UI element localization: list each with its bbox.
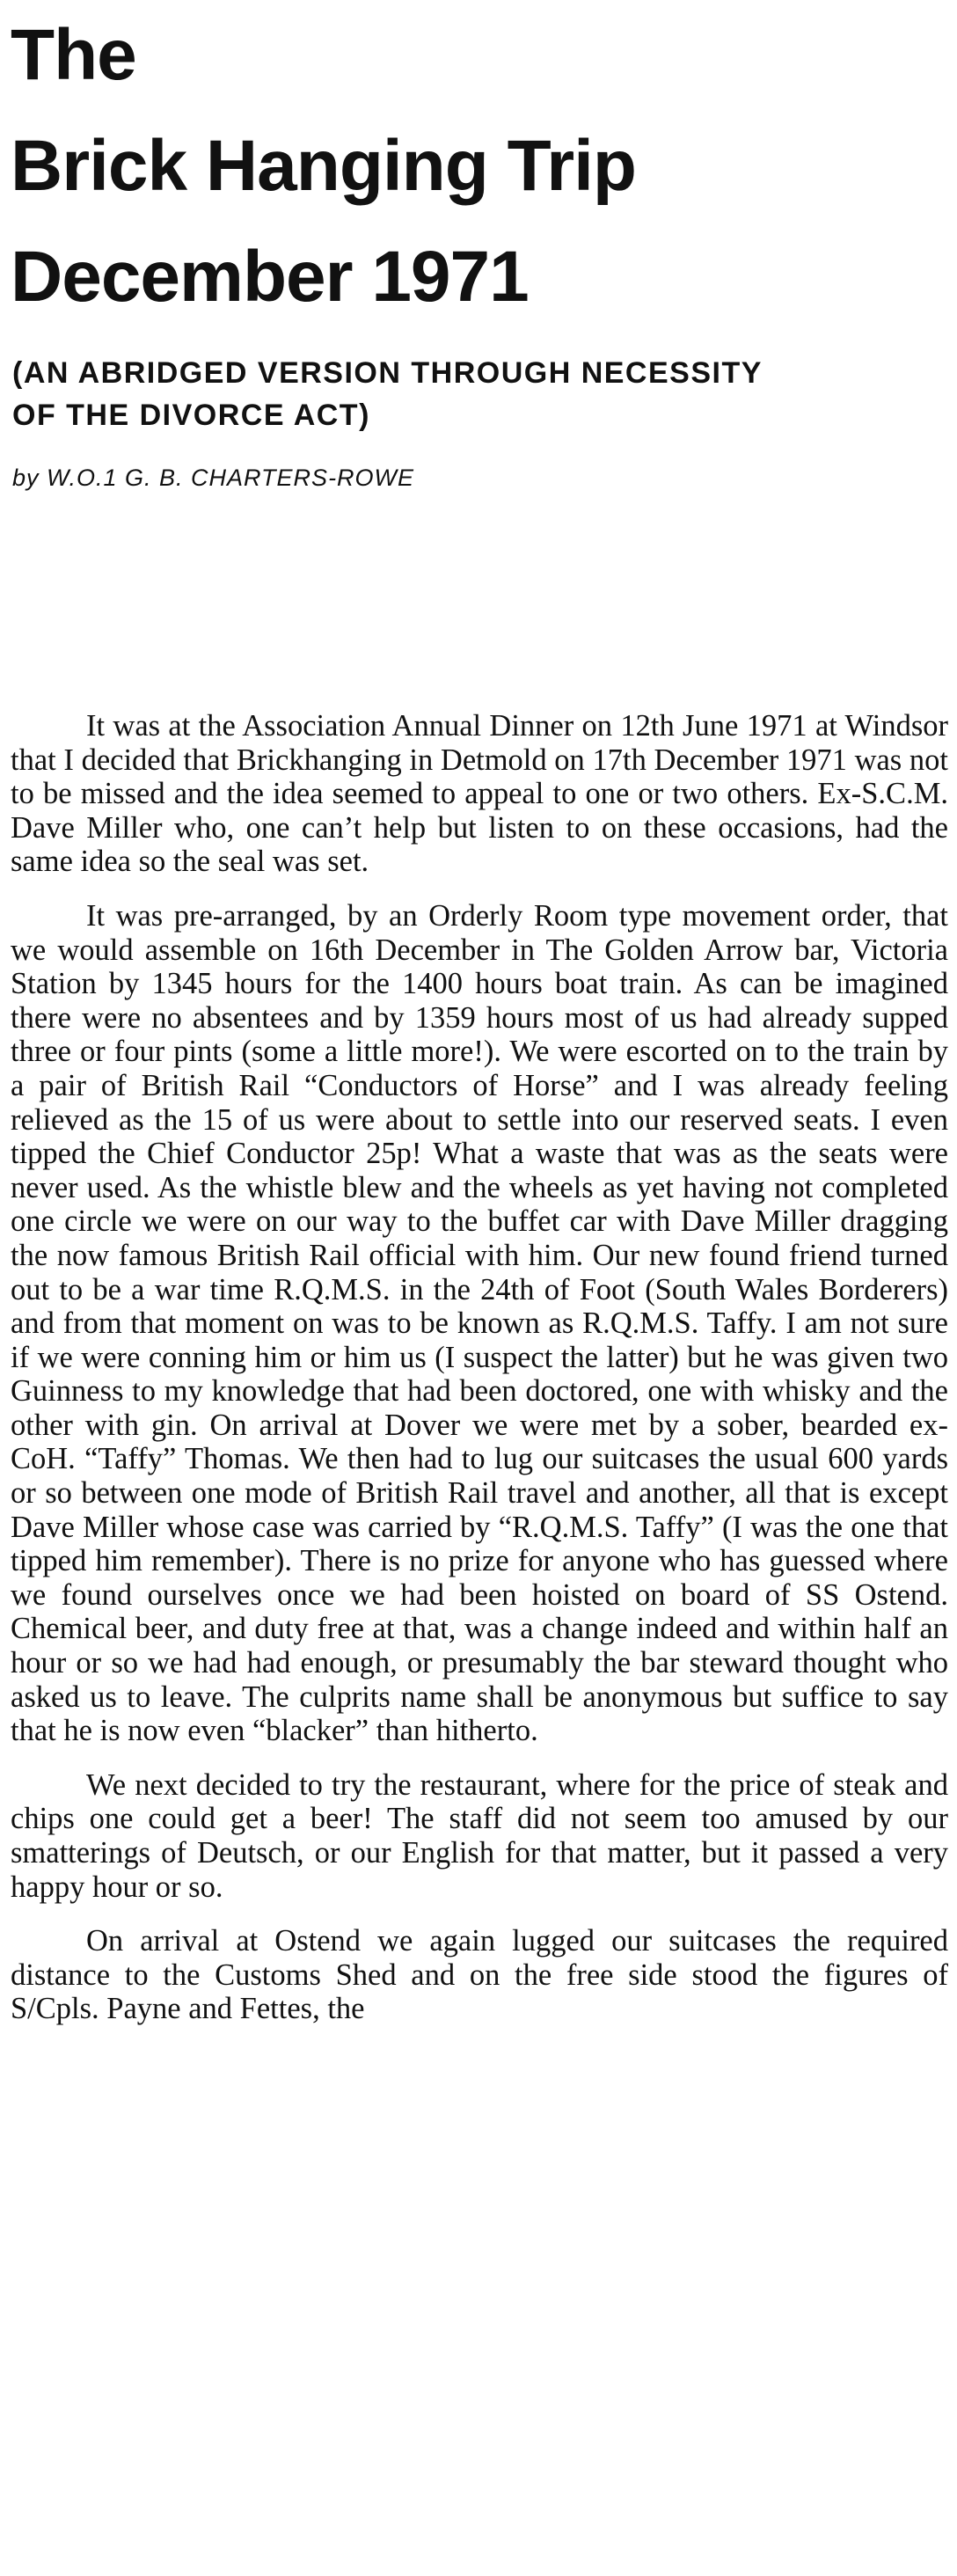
body-paragraph: It was pre-arranged, by an Orderly Room type movement order, that we would assemble on 16th December in The Golden Arrow bar, Victoria Station by 1345 hours for the 1400 hours boat train. As can be imagined there were no absentees and by 1359 hours most of us had already supped three or four pints (some a little more!). We were escorted on to the train by a pair of British Rail “Conductors of Horse” and I was already feeling relieved as the 15 of us were about to settle into our reserved seats. I even tipped the Chief Conductor 25p! What a waste that was as the seats were never used. As the whistle blew and the wheels as yet having not completed one circle we were on our way to the buffet car with Dave Miller dragging the now famous British Rail official with him. Our new found friend turned out to be a war time R.Q.M.S. in the 24th of Foot (South Wales Borderers) and from that moment on was to be known as R.Q.M.S. Taffy. I am not sure if we were conning him or him us (I suspect the latter) but he was given two Guinness to my knowledge that had been doctored, one with whisky and the other with gin. On arrival at Dover we were met by a sober, bearded ex-CoH. “Taffy” Thomas. We then had to lug our suitcases the usual 600 yards or so between one mode of British Rail travel and another, all that is except Dave Miller whose case was carried by “R.Q.M.S. Taffy” (I was the one that tipped him remember). There is no prize for anyone who has guessed where we found ourselves once we had been hoisted on board of SS Ostend. Chemical beer, and duty free at that, was a change indeed and within half an hour or so we had had enough, or presumably the bar steward thought who asked us to leave. The culprits name shall be anonymous but suffice to say that he is now even “blacker” than hitherto. [11,898,948,1748]
body-paragraph: We next decided to try the restaurant, where for the price of steak and chips one could get a beer! The staff did not seem too amused by our smatterings of Deutsch, or our English for that matter, but it passed a very happy hour or so. [11,1767,948,1904]
article-body [11,709,948,2046]
body-paragraph: On arrival at Ostend we again lugged our suitcases the required distance to the Customs Shed and on the free side stood the figures of S/Cpls. Payne and Fettes, the [11,1924,948,2026]
subtitle-line: OF THE DIVORCE ACT) [12,399,370,432]
article-subtitle [12,352,763,436]
body-paragraph: It was at the Association Annual Dinner on 12th June 1971 at Windsor that I decided that Brickhanging in Detmold on 17th December 1971 was not to be missed and the idea seemed to appeal to one or two others. Ex-S.C.M. Dave Miller who, one can’t help but listen to on these occasions, had the same idea so the seal was set. [11,709,948,879]
subtitle-line: (AN ABRIDGED VERSION THROUGH NECESSITY [12,356,763,390]
article-title [11,0,636,333]
title-line: December 1971 [11,237,529,317]
article-byline: by W.O.1 G. B. CHARTERS-ROWE [12,465,415,491]
title-line: The [11,15,136,95]
title-line: Brick Hanging Trip [11,126,636,206]
